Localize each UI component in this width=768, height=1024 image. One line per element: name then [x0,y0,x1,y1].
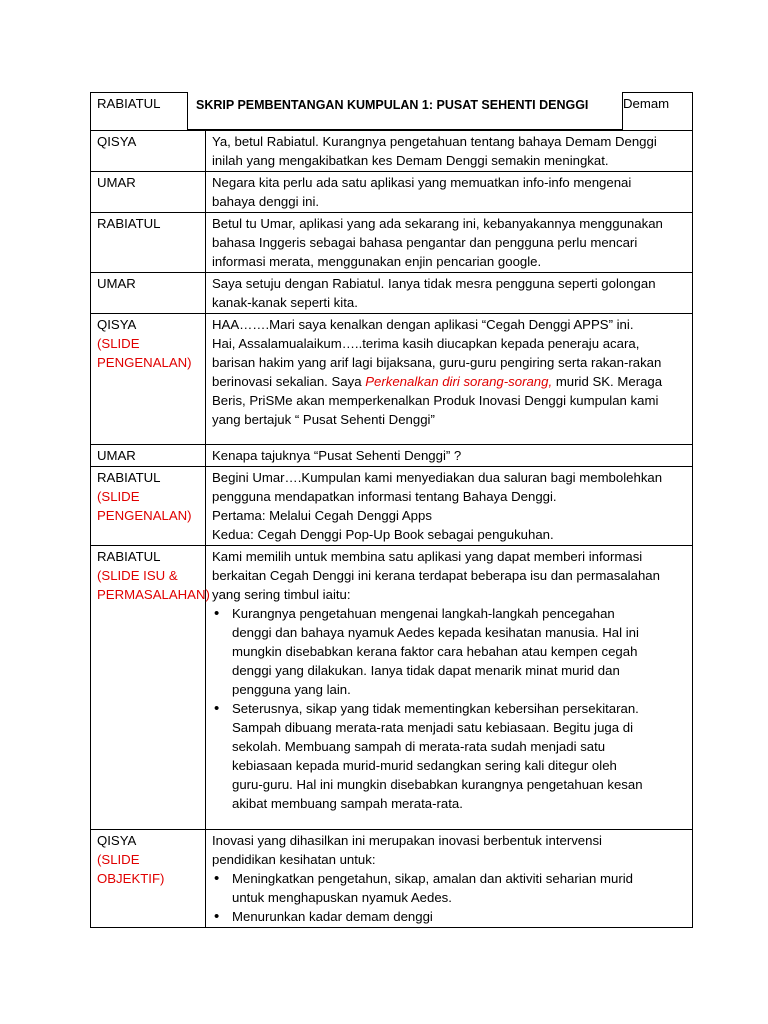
list-item: • Meningkatkan pengetahun, sikap, amalan dan aktiviti seharian murid untuk menghapuskan nyamuk Aedes. [232,869,692,907]
dialogue-cell: Inovasi yang dihasilkan ini merupakan inovasi berbentuk intervensi pendidikan kesihatan untuk: • Meningkatkan pengetahun, sikap, amalan dan aktiviti seharian murid untuk menghapuskan nyamuk Aedes. • Menurunkan kadar demam denggi [206,830,693,928]
dialogue-cell: Kami memilih untuk membina satu aplikasi yang dapat memberi informasi berkaitan Cegah Denggi ini kerana terdapat beberapa isu dan permasalahan yang sering timbul iaitu: • Kurangnya pengetahuan mengenai langkah-langkah pencegahan denggi dan bahaya nyamuk Aedes kepada kesihatan manusia. Hal ini mungkin disebabkan kerana faktor cara hebahan atau kempen cegah denggi yang dilakukan. Ianya tidak dapat menarik minat murid dan pengguna yang lain. • Seterusnya, sikap yang tidak mementingkan kebersihan persekitaran. Sampah dibuang merata-rata menjadi satu kebiasaan. Begitu juga di sekolah. Membuang sampah di merata-rata sudah menjadi satu kebiasaan kepada murid-murid sedangkan sering kali ditegur oleh guru-guru. Hal ini mungkin disebabkan kurangnya pengetahuan kesan akibat membuang sampah merata-rata. [206,546,693,830]
speaker-cell: QISYA [91,131,206,172]
speaker-cell: QISYA (SLIDE OBJEKTIF) [91,830,206,928]
hidden-text-fragment: Demam [623,96,670,111]
table-row [91,546,693,830]
slide-tag: PENGENALAN) [97,355,192,370]
speaker-cell: RABIATUL (SLIDE ISU & PERMASALAHAN) [91,546,206,830]
red-instruction: Perkenalkan diri sorang-sorang, [365,374,553,389]
bullet-list [212,869,692,926]
dialogue-cell: Betul tu Umar, aplikasi yang ada sekarang ini, kebanyakannya menggunakan bahasa Inggeris sebagai bahasa pengantar dan pengguna perlu mencari informasi merata, menggunakan enjin pencarian google. [206,213,693,273]
slide-tag: (SLIDE [97,489,140,504]
dialogue-cell: Begini Umar….Kumpulan kami menyediakan dua saluran bagi membolehkan pengguna mendapatkan informasi tentang Bahaya Denggi. Pertama: Melalui Cegah Denggi Apps Kedua: Cegah Denggi Pop-Up Book sebagai pengukuhan. [206,467,693,546]
speaker-cell: UMAR [91,273,206,314]
dialogue-cell: Kenapa tajuknya “Pusat Sehenti Denggi” ? [206,445,693,467]
dialogue-cell: Saya setuju dengan Rabiatul. Ianya tidak mesra pengguna seperti golongan kanak-kanak seperti kita. [206,273,693,314]
table-row [91,830,693,928]
dialogue-cell: Ya, betul Rabiatul. Kurangnya pengetahuan tentang bahaya Demam Denggi inilah yang mengakibatkan kes Demam Denggi semakin meningkat. [206,131,693,172]
slide-tag: (SLIDE ISU & [97,568,178,583]
table-row [91,213,693,273]
speaker-cell: RABIATUL (SLIDE PENGENALAN) [91,467,206,546]
document-title: SKRIP PEMBENTANGAN KUMPULAN 1: PUSAT SEHENTI DENGGI [187,92,623,130]
dialogue-cell: HAA…….Mari saya kenalkan dengan aplikasi “Cegah Denggi APPS” ini. Hai, Assalamualaikum…..terima kasih diucapkan kepada peneraju acara, barisan hakim yang arif lagi bijaksana, guru-guru pengiring serta rakan-rakan berinovasi sekalian. Saya Perkenalkan diri sorang-sorang, murid SK. Meraga Beris, PriSMe akan memperkenalkan Produk Inovasi Denggi kumpulan kami yang bertajuk “ Pusat Sehenti Denggi” [206,314,693,445]
table-row [91,314,693,445]
speaker-cell: QISYA (SLIDE PENGENALAN) [91,314,206,445]
table-row [91,273,693,314]
dialogue-cell: Negara kita perlu ada satu aplikasi yang memuatkan info-info mengenai bahaya denggi ini. [206,172,693,213]
table-row [91,467,693,546]
slide-tag: PERMASALAHAN) [97,587,210,602]
list-item: • Menurunkan kadar demam denggi [232,907,692,926]
list-item: • Seterusnya, sikap yang tidak mementingkan kebersihan persekitaran. Sampah dibuang merata-rata menjadi satu kebiasaan. Begitu juga di sekolah. Membuang sampah di merata-rata sudah menjadi satu kebiasaan kepada murid-murid sedangkan sering kali ditegur oleh guru-guru. Hal ini mungkin disebabkan kurangnya pengetahuan kesan akibat membuang sampah merata-rata. [232,699,692,813]
list-item: • Kurangnya pengetahuan mengenai langkah-langkah pencegahan denggi dan bahaya nyamuk Aedes kepada kesihatan manusia. Hal ini mungkin disebabkan kerana faktor cara hebahan atau kempen cegah denggi yang dilakukan. Ianya tidak dapat menarik minat murid dan pengguna yang lain. [232,604,692,699]
slide-tag: (SLIDE [97,336,140,351]
table-row [91,445,693,467]
speaker-cell: UMAR [91,445,206,467]
slide-tag: (SLIDE [97,852,140,867]
bullet-list [212,604,692,813]
speaker-cell: RABIATUL [91,93,206,131]
slide-tag: PENGENALAN) [97,508,192,523]
table-row [91,172,693,213]
slide-tag: OBJEKTIF) [97,871,165,886]
table-row [91,131,693,172]
script-table [90,92,693,928]
speaker-cell: UMAR [91,172,206,213]
speaker-cell: RABIATUL [91,213,206,273]
